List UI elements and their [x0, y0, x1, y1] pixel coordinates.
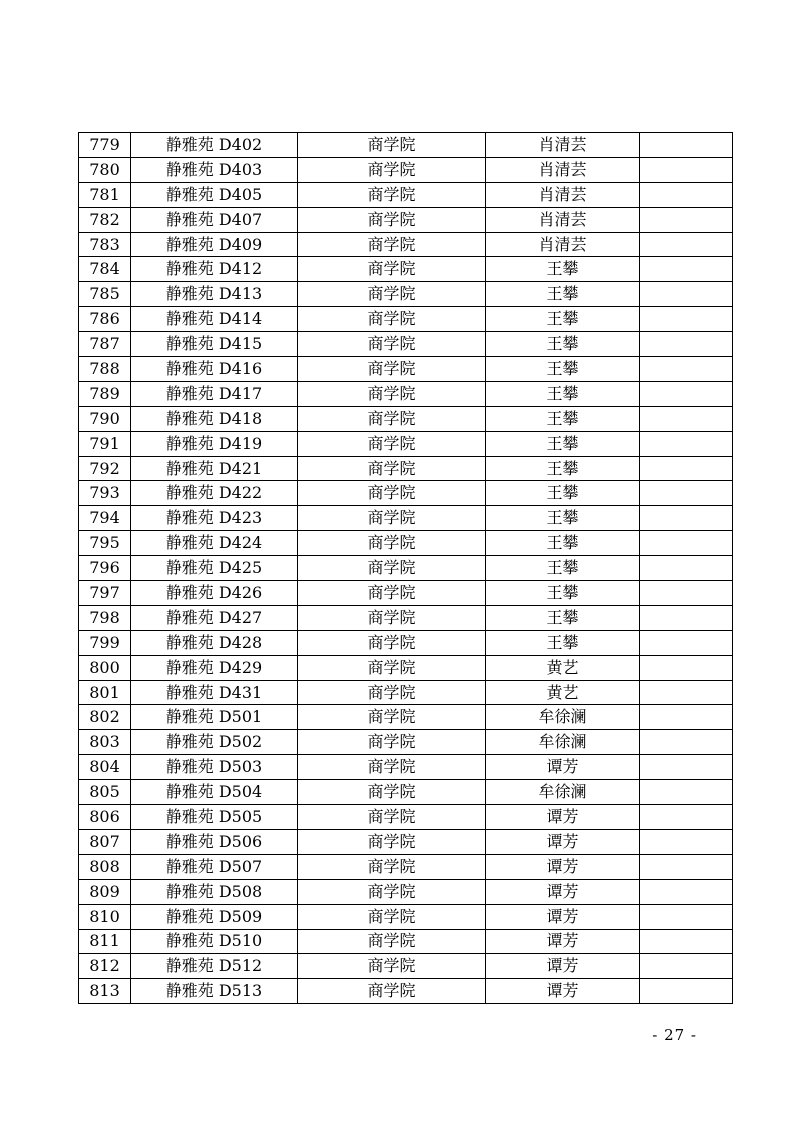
table-row — [79, 879, 733, 904]
remark-cell — [640, 357, 733, 382]
counselor-cell: 王攀 — [486, 481, 640, 506]
row-number-cell: 802 — [79, 705, 131, 730]
remark-cell — [640, 805, 733, 830]
college-cell: 商学院 — [298, 332, 486, 357]
row-number-cell: 813 — [79, 979, 131, 1004]
table-row — [79, 929, 733, 954]
table-row — [79, 680, 733, 705]
room-cell: 静雅苑 D509 — [131, 904, 298, 929]
row-number-cell: 798 — [79, 605, 131, 630]
counselor-cell: 谭芳 — [486, 829, 640, 854]
row-number-cell: 791 — [79, 431, 131, 456]
remark-cell — [640, 232, 733, 257]
counselor-cell: 肖清芸 — [486, 157, 640, 182]
remark-cell — [640, 207, 733, 232]
room-cell: 静雅苑 D405 — [131, 182, 298, 207]
room-cell: 静雅苑 D425 — [131, 556, 298, 581]
table-row — [79, 805, 733, 830]
row-number-cell: 799 — [79, 630, 131, 655]
table-row — [79, 705, 733, 730]
room-cell: 静雅苑 D502 — [131, 730, 298, 755]
college-cell: 商学院 — [298, 307, 486, 332]
remark-cell — [640, 506, 733, 531]
table-row — [79, 307, 733, 332]
row-number-cell: 780 — [79, 157, 131, 182]
table-row — [79, 157, 733, 182]
room-cell: 静雅苑 D429 — [131, 655, 298, 680]
college-cell: 商学院 — [298, 182, 486, 207]
college-cell: 商学院 — [298, 282, 486, 307]
remark-cell — [640, 705, 733, 730]
remark-cell — [640, 755, 733, 780]
counselor-cell: 谭芳 — [486, 979, 640, 1004]
dorm-assignment-table — [78, 132, 733, 1004]
room-cell: 静雅苑 D418 — [131, 406, 298, 431]
table-row — [79, 630, 733, 655]
college-cell: 商学院 — [298, 954, 486, 979]
remark-cell — [640, 829, 733, 854]
college-cell: 商学院 — [298, 133, 486, 158]
college-cell: 商学院 — [298, 157, 486, 182]
remark-cell — [640, 481, 733, 506]
remark-cell — [640, 556, 733, 581]
college-cell: 商学院 — [298, 381, 486, 406]
row-number-cell: 810 — [79, 904, 131, 929]
row-number-cell: 781 — [79, 182, 131, 207]
college-cell: 商学院 — [298, 979, 486, 1004]
room-cell: 静雅苑 D423 — [131, 506, 298, 531]
college-cell: 商学院 — [298, 780, 486, 805]
remark-cell — [640, 157, 733, 182]
remark-cell — [640, 257, 733, 282]
college-cell: 商学院 — [298, 506, 486, 531]
college-cell: 商学院 — [298, 232, 486, 257]
room-cell: 静雅苑 D428 — [131, 630, 298, 655]
room-cell: 静雅苑 D415 — [131, 332, 298, 357]
college-cell: 商学院 — [298, 805, 486, 830]
table-row — [79, 581, 733, 606]
remark-cell — [640, 904, 733, 929]
table-row — [79, 282, 733, 307]
counselor-cell: 牟徐澜 — [486, 705, 640, 730]
table-row — [79, 357, 733, 382]
room-cell: 静雅苑 D431 — [131, 680, 298, 705]
counselor-cell: 王攀 — [486, 307, 640, 332]
counselor-cell: 黄艺 — [486, 680, 640, 705]
counselor-cell: 王攀 — [486, 332, 640, 357]
table-row — [79, 556, 733, 581]
college-cell: 商学院 — [298, 755, 486, 780]
room-cell: 静雅苑 D416 — [131, 357, 298, 382]
college-cell: 商学院 — [298, 257, 486, 282]
room-cell: 静雅苑 D421 — [131, 456, 298, 481]
room-cell: 静雅苑 D402 — [131, 133, 298, 158]
college-cell: 商学院 — [298, 904, 486, 929]
row-number-cell: 809 — [79, 879, 131, 904]
remark-cell — [640, 456, 733, 481]
counselor-cell: 肖清芸 — [486, 133, 640, 158]
remark-cell — [640, 332, 733, 357]
counselor-cell: 肖清芸 — [486, 207, 640, 232]
room-cell: 静雅苑 D503 — [131, 755, 298, 780]
college-cell: 商学院 — [298, 879, 486, 904]
college-cell: 商学院 — [298, 680, 486, 705]
room-cell: 静雅苑 D414 — [131, 307, 298, 332]
row-number-cell: 808 — [79, 854, 131, 879]
row-number-cell: 804 — [79, 755, 131, 780]
remark-cell — [640, 854, 733, 879]
remark-cell — [640, 307, 733, 332]
remark-cell — [640, 133, 733, 158]
remark-cell — [640, 581, 733, 606]
remark-cell — [640, 680, 733, 705]
counselor-cell: 谭芳 — [486, 879, 640, 904]
row-number-cell: 787 — [79, 332, 131, 357]
room-cell: 静雅苑 D512 — [131, 954, 298, 979]
counselor-cell: 王攀 — [486, 257, 640, 282]
table-row — [79, 605, 733, 630]
counselor-cell: 牟徐澜 — [486, 780, 640, 805]
row-number-cell: 811 — [79, 929, 131, 954]
counselor-cell: 肖清芸 — [486, 232, 640, 257]
row-number-cell: 785 — [79, 282, 131, 307]
room-cell: 静雅苑 D426 — [131, 581, 298, 606]
room-cell: 静雅苑 D508 — [131, 879, 298, 904]
remark-cell — [640, 406, 733, 431]
room-cell: 静雅苑 D506 — [131, 829, 298, 854]
counselor-cell: 谭芳 — [486, 954, 640, 979]
college-cell: 商学院 — [298, 207, 486, 232]
row-number-cell: 803 — [79, 730, 131, 755]
row-number-cell: 793 — [79, 481, 131, 506]
row-number-cell: 797 — [79, 581, 131, 606]
row-number-cell: 782 — [79, 207, 131, 232]
room-cell: 静雅苑 D427 — [131, 605, 298, 630]
row-number-cell: 805 — [79, 780, 131, 805]
table-row — [79, 257, 733, 282]
room-cell: 静雅苑 D407 — [131, 207, 298, 232]
college-cell: 商学院 — [298, 705, 486, 730]
college-cell: 商学院 — [298, 406, 486, 431]
table-row — [79, 829, 733, 854]
counselor-cell: 王攀 — [486, 630, 640, 655]
remark-cell — [640, 282, 733, 307]
row-number-cell: 801 — [79, 680, 131, 705]
room-cell: 静雅苑 D413 — [131, 282, 298, 307]
table-row — [79, 232, 733, 257]
college-cell: 商学院 — [298, 854, 486, 879]
row-number-cell: 779 — [79, 133, 131, 158]
counselor-cell: 谭芳 — [486, 755, 640, 780]
table-row — [79, 904, 733, 929]
room-cell: 静雅苑 D422 — [131, 481, 298, 506]
table-row — [79, 954, 733, 979]
counselor-cell: 王攀 — [486, 581, 640, 606]
counselor-cell: 肖清芸 — [486, 182, 640, 207]
counselor-cell: 王攀 — [486, 506, 640, 531]
row-number-cell: 795 — [79, 531, 131, 556]
counselor-cell: 王攀 — [486, 406, 640, 431]
table-row — [79, 381, 733, 406]
table-row — [79, 431, 733, 456]
room-cell: 静雅苑 D412 — [131, 257, 298, 282]
table-body — [79, 133, 733, 1004]
college-cell: 商学院 — [298, 431, 486, 456]
remark-cell — [640, 182, 733, 207]
row-number-cell: 788 — [79, 357, 131, 382]
counselor-cell: 王攀 — [486, 605, 640, 630]
room-cell: 静雅苑 D409 — [131, 232, 298, 257]
row-number-cell: 807 — [79, 829, 131, 854]
room-cell: 静雅苑 D513 — [131, 979, 298, 1004]
counselor-cell: 王攀 — [486, 282, 640, 307]
college-cell: 商学院 — [298, 556, 486, 581]
table-row — [79, 182, 733, 207]
remark-cell — [640, 655, 733, 680]
table-row — [79, 730, 733, 755]
row-number-cell: 806 — [79, 805, 131, 830]
row-number-cell: 812 — [79, 954, 131, 979]
room-cell: 静雅苑 D505 — [131, 805, 298, 830]
row-number-cell: 796 — [79, 556, 131, 581]
table-row — [79, 406, 733, 431]
row-number-cell: 792 — [79, 456, 131, 481]
college-cell: 商学院 — [298, 481, 486, 506]
room-cell: 静雅苑 D504 — [131, 780, 298, 805]
college-cell: 商学院 — [298, 730, 486, 755]
remark-cell — [640, 730, 733, 755]
counselor-cell: 牟徐澜 — [486, 730, 640, 755]
counselor-cell: 王攀 — [486, 456, 640, 481]
table-row — [79, 780, 733, 805]
row-number-cell: 784 — [79, 257, 131, 282]
table-row — [79, 133, 733, 158]
college-cell: 商学院 — [298, 456, 486, 481]
table-row — [79, 207, 733, 232]
remark-cell — [640, 605, 733, 630]
room-cell: 静雅苑 D507 — [131, 854, 298, 879]
room-cell: 静雅苑 D403 — [131, 157, 298, 182]
counselor-cell: 王攀 — [486, 381, 640, 406]
table-row — [79, 481, 733, 506]
table-row — [79, 531, 733, 556]
counselor-cell: 王攀 — [486, 357, 640, 382]
table-row — [79, 854, 733, 879]
college-cell: 商学院 — [298, 829, 486, 854]
counselor-cell: 谭芳 — [486, 854, 640, 879]
counselor-cell: 王攀 — [486, 431, 640, 456]
remark-cell — [640, 531, 733, 556]
remark-cell — [640, 630, 733, 655]
page-number: - 27 - — [652, 1026, 697, 1044]
row-number-cell: 794 — [79, 506, 131, 531]
table-row — [79, 655, 733, 680]
college-cell: 商学院 — [298, 357, 486, 382]
row-number-cell: 800 — [79, 655, 131, 680]
remark-cell — [640, 879, 733, 904]
row-number-cell: 790 — [79, 406, 131, 431]
table-row — [79, 979, 733, 1004]
remark-cell — [640, 780, 733, 805]
remark-cell — [640, 381, 733, 406]
table-row — [79, 755, 733, 780]
table-row — [79, 332, 733, 357]
counselor-cell: 王攀 — [486, 556, 640, 581]
counselor-cell: 谭芳 — [486, 805, 640, 830]
college-cell: 商学院 — [298, 605, 486, 630]
college-cell: 商学院 — [298, 581, 486, 606]
room-cell: 静雅苑 D419 — [131, 431, 298, 456]
counselor-cell: 王攀 — [486, 531, 640, 556]
remark-cell — [640, 431, 733, 456]
remark-cell — [640, 954, 733, 979]
college-cell: 商学院 — [298, 630, 486, 655]
college-cell: 商学院 — [298, 531, 486, 556]
row-number-cell: 786 — [79, 307, 131, 332]
remark-cell — [640, 979, 733, 1004]
counselor-cell: 谭芳 — [486, 929, 640, 954]
room-cell: 静雅苑 D501 — [131, 705, 298, 730]
remark-cell — [640, 929, 733, 954]
row-number-cell: 789 — [79, 381, 131, 406]
room-cell: 静雅苑 D510 — [131, 929, 298, 954]
counselor-cell: 谭芳 — [486, 904, 640, 929]
table-row — [79, 456, 733, 481]
table-row — [79, 506, 733, 531]
college-cell: 商学院 — [298, 655, 486, 680]
room-cell: 静雅苑 D417 — [131, 381, 298, 406]
college-cell: 商学院 — [298, 929, 486, 954]
row-number-cell: 783 — [79, 232, 131, 257]
room-cell: 静雅苑 D424 — [131, 531, 298, 556]
counselor-cell: 黄艺 — [486, 655, 640, 680]
